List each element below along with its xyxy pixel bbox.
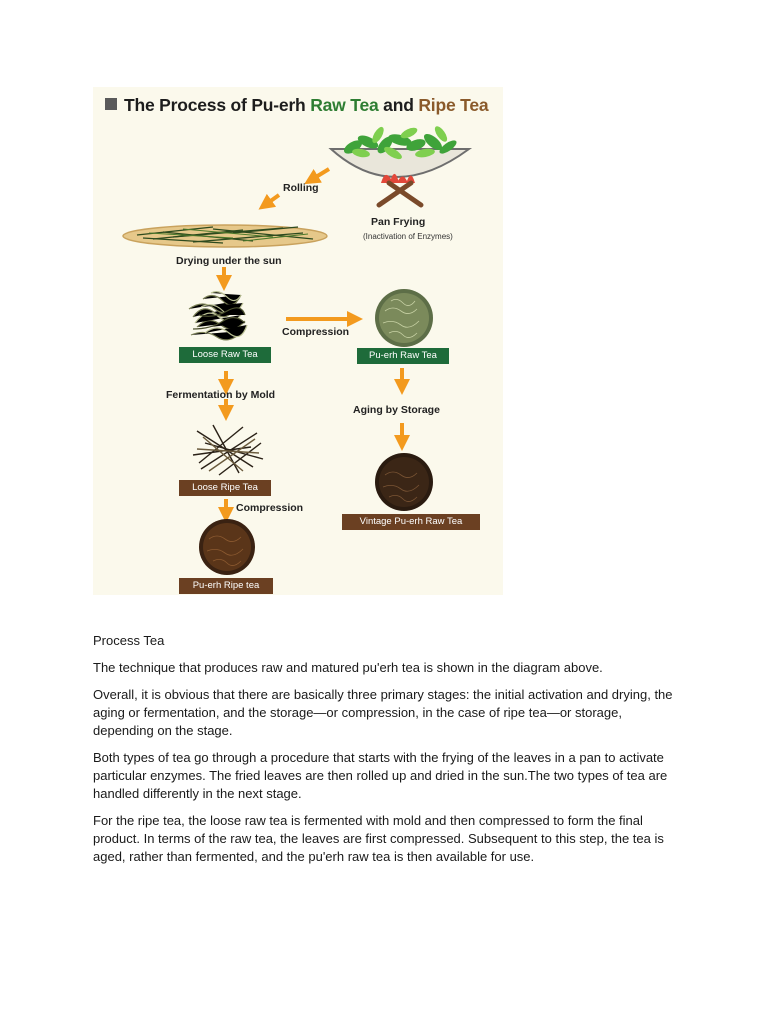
tag-puerh-raw-tea: Pu-erh Raw Tea (357, 348, 449, 364)
title-text: The Process of Pu-erh (124, 95, 311, 115)
label-inactivation: (Inactivation of Enzymes) (363, 232, 453, 241)
tag-loose-ripe-tea: Loose Ripe Tea (179, 480, 271, 496)
body-text (93, 632, 678, 875)
puerh-ripe-cake-illustration (199, 519, 255, 575)
paragraph-2: Overall, it is obvious that there are basically three primary stages: the initial activation and drying, the aging or fermentation, and the storage—or compression, in the case of ripe tea—or storage, depending on the stage. (93, 687, 673, 738)
vintage-raw-cake-illustration (375, 453, 433, 511)
title-square-icon (105, 98, 117, 110)
puerh-raw-cake-illustration (375, 289, 433, 347)
title-raw-tea: Raw Tea (310, 95, 379, 115)
tag-vintage-puerh-raw-tea: Vintage Pu-erh Raw Tea (342, 514, 480, 530)
loose-raw-tea-illustration (189, 292, 247, 340)
label-rolling: Rolling (283, 182, 319, 194)
loose-ripe-tea-illustration (193, 425, 263, 475)
arrow-to-rolling (311, 169, 329, 180)
paragraph-1: The technique that produces raw and matured pu'erh tea is shown in the diagram above. (93, 660, 603, 675)
section-heading: Process Tea (93, 633, 165, 648)
label-compression-ripe: Compression (236, 502, 304, 514)
paragraph-4: For the ripe tea, the loose raw tea is fermented with mold and then compressed to form the final product. In terms of the raw tea, the leaves are first compressed. Subsequent to this step, the tea is aged, rather than fermented, and the pu'erh raw tea is then available for use. (93, 813, 664, 864)
arrow-from-rolling (265, 195, 279, 205)
paragraph-3: Both types of tea go through a procedure that starts with the frying of the leaves in a pan to activate particular enzymes. The fried leaves are then rolled up and dried in the sun.The two types of tea are handled differently in the next stage. (93, 750, 668, 801)
label-fermentation: Fermentation by Mold (166, 389, 276, 401)
process-diagram (93, 87, 503, 595)
diagram-title (105, 95, 488, 116)
pan-frying-illustration (331, 124, 469, 205)
label-pan-frying: Pan Frying (371, 216, 426, 228)
label-drying: Drying under the sun (176, 255, 282, 267)
drying-tray-illustration (123, 225, 327, 247)
tag-puerh-ripe-tea: Pu-erh Ripe tea (179, 578, 273, 594)
label-compression-raw: Compression (282, 326, 350, 338)
label-aging: Aging by Storage (353, 404, 440, 416)
title-ripe-tea: Ripe Tea (418, 95, 489, 115)
title-and: and (378, 95, 419, 115)
tag-loose-raw-tea: Loose Raw Tea (179, 347, 271, 363)
